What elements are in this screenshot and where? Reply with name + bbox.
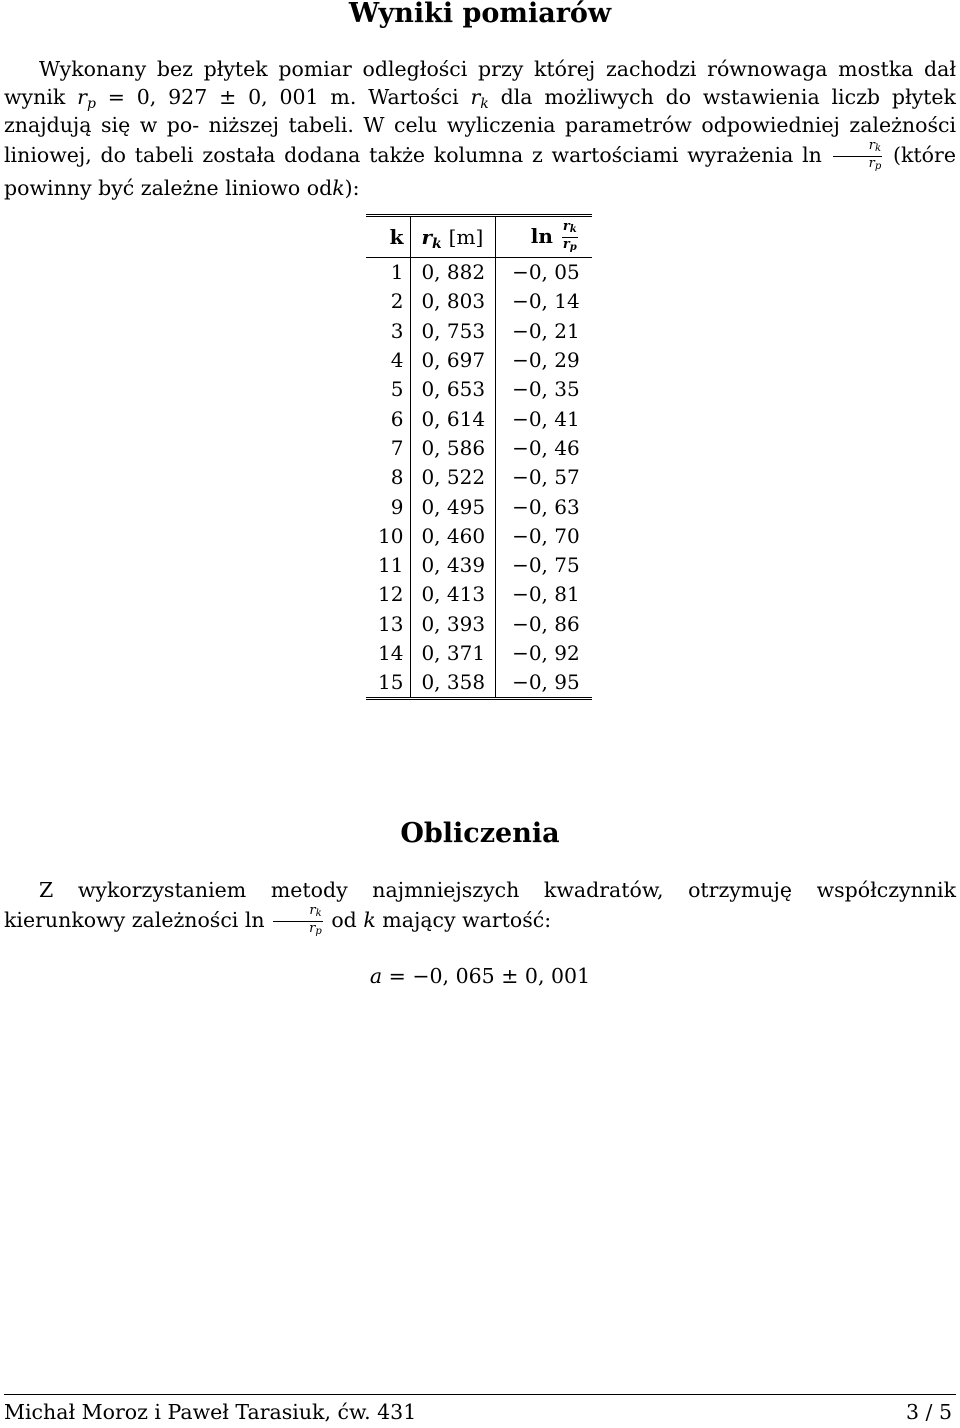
intro-line-2b: Wartości [368, 85, 459, 109]
results-table [366, 214, 592, 700]
cell-ln: −0, 21 [512, 318, 580, 343]
intro-line-3: niższej tabeli. W celu wyliczenia parametrów odpowiedniej zależności liniowej, do tabeli została [4, 113, 957, 167]
cell-rk: 0, 371 [411, 639, 496, 668]
eq-lhs: a [369, 964, 383, 988]
cell-rk: 0, 753 [411, 317, 496, 346]
cell-ln: −0, 05 [512, 260, 580, 285]
cell-ln: −0, 14 [512, 289, 580, 314]
rk-over-rp-fraction: $\frac{rk}{rp}$ [833, 139, 883, 174]
calc-fraction: $\frac{rk}{rp}$ [273, 904, 323, 939]
cell-k: 15 [378, 670, 404, 695]
table-row [366, 610, 592, 639]
header-ln-label: ln [530, 223, 553, 248]
cell-ln: −0, 95 [512, 670, 580, 695]
table-row [366, 551, 592, 580]
cell-ln: −0, 75 [512, 553, 580, 578]
rk-header-symbol: $r_k$ [421, 224, 442, 252]
intro-line-4a: dodana także kolumna z wartościami wyrażenia ln [284, 143, 822, 167]
table-row [366, 404, 592, 433]
cell-rk: 0, 522 [411, 463, 496, 492]
cell-rk: 0, 358 [411, 668, 496, 699]
cell-rk: 0, 460 [411, 522, 496, 551]
table-row [366, 258, 592, 288]
cell-k: 6 [390, 406, 404, 431]
header-rk-unit: [m] [448, 224, 484, 249]
table-row [366, 346, 592, 375]
cell-rk: 0, 495 [411, 492, 496, 521]
cell-k: 4 [390, 348, 404, 373]
table-row [366, 522, 592, 551]
cell-rk: 0, 882 [411, 258, 496, 288]
table-row [366, 580, 592, 609]
cell-ln: −0, 29 [512, 348, 580, 373]
calc-line-2d: mający wartość: [382, 908, 552, 932]
k-symbol: k [332, 176, 345, 200]
table-header-row [366, 216, 592, 258]
footer-page-number: 3 / 5 [905, 1400, 952, 1424]
table-row [366, 668, 592, 699]
intro-line-2c: dla możliwych do wstawienia liczb płytek znajdują się w po- [4, 85, 956, 137]
table-row [366, 287, 592, 316]
calc-line-2a: zależności ln [131, 908, 265, 932]
cell-k: 7 [390, 435, 404, 460]
intro-line-4b: (które powinny być zależne liniowo od [4, 143, 956, 200]
cell-ln: −0, 70 [512, 523, 580, 548]
footer-divider [4, 1394, 956, 1395]
cell-k: 2 [390, 289, 404, 314]
cell-rk: 0, 803 [411, 287, 496, 316]
cell-ln: −0, 86 [512, 611, 580, 636]
header-rk [411, 216, 496, 258]
intro-line-4d: ): [344, 176, 360, 200]
result-equation [0, 962, 960, 990]
table-row [366, 317, 592, 346]
cell-ln: −0, 63 [512, 494, 580, 519]
intro-line-1: Wykonany bez płytek pomiar odległości przy której zachodzi równowaga mostka dał wynik [4, 57, 956, 109]
calc-line-1: Z wykorzystaniem metody najmniejszych kwadratów, otrzymuję współczynnik kierunkowy [4, 878, 956, 932]
footer-authors: Michał Moroz i Paweł Tarasiuk, ćw. 431 [4, 1400, 417, 1424]
cell-k: 9 [390, 494, 404, 519]
header-ln [496, 216, 592, 258]
cell-k: 10 [378, 523, 404, 548]
cell-ln: −0, 57 [512, 465, 580, 490]
rp-symbol: $r_p$ [77, 85, 96, 112]
cell-k: 12 [378, 582, 404, 607]
calc-paragraph [4, 876, 956, 939]
cell-k: 11 [378, 553, 404, 578]
cell-rk: 0, 586 [411, 434, 496, 463]
eq-rhs: = −0, 065 ± 0, 001 [388, 964, 591, 988]
cell-k: 5 [390, 377, 404, 402]
cell-rk: 0, 653 [411, 375, 496, 404]
cell-ln: −0, 46 [512, 435, 580, 460]
calc-k-symbol: k [363, 908, 376, 932]
table-row [366, 492, 592, 521]
cell-rk: 0, 697 [411, 346, 496, 375]
cell-k: 14 [378, 641, 404, 665]
header-fraction: $\frac{rk}{rp}$ [562, 218, 577, 253]
table-row [366, 463, 592, 492]
header-k: k [366, 216, 411, 258]
section-heading-results: Wyniki pomiarów [348, 0, 612, 29]
cell-ln: −0, 35 [512, 377, 580, 402]
cell-k: 13 [378, 611, 404, 636]
table-body [366, 258, 592, 699]
rk-symbol: $r_k$ [470, 85, 489, 112]
table-row [366, 434, 592, 463]
section-heading-calculations: Obliczenia [400, 818, 560, 849]
cell-k: 3 [390, 318, 404, 343]
table-row [366, 639, 592, 668]
rp-value: = 0, 927 ± 0, 001 m. [107, 85, 357, 109]
cell-ln: −0, 92 [512, 641, 580, 665]
table-row [366, 375, 592, 404]
intro-paragraph [4, 55, 956, 202]
cell-ln: −0, 81 [512, 582, 580, 607]
cell-k: 1 [390, 260, 404, 285]
cell-rk: 0, 393 [411, 610, 496, 639]
cell-k: 8 [390, 465, 404, 490]
calc-line-2b: od [331, 908, 357, 932]
cell-rk: 0, 439 [411, 551, 496, 580]
cell-ln: −0, 41 [512, 406, 580, 431]
cell-rk: 0, 413 [411, 580, 496, 609]
cell-rk: 0, 614 [411, 404, 496, 433]
